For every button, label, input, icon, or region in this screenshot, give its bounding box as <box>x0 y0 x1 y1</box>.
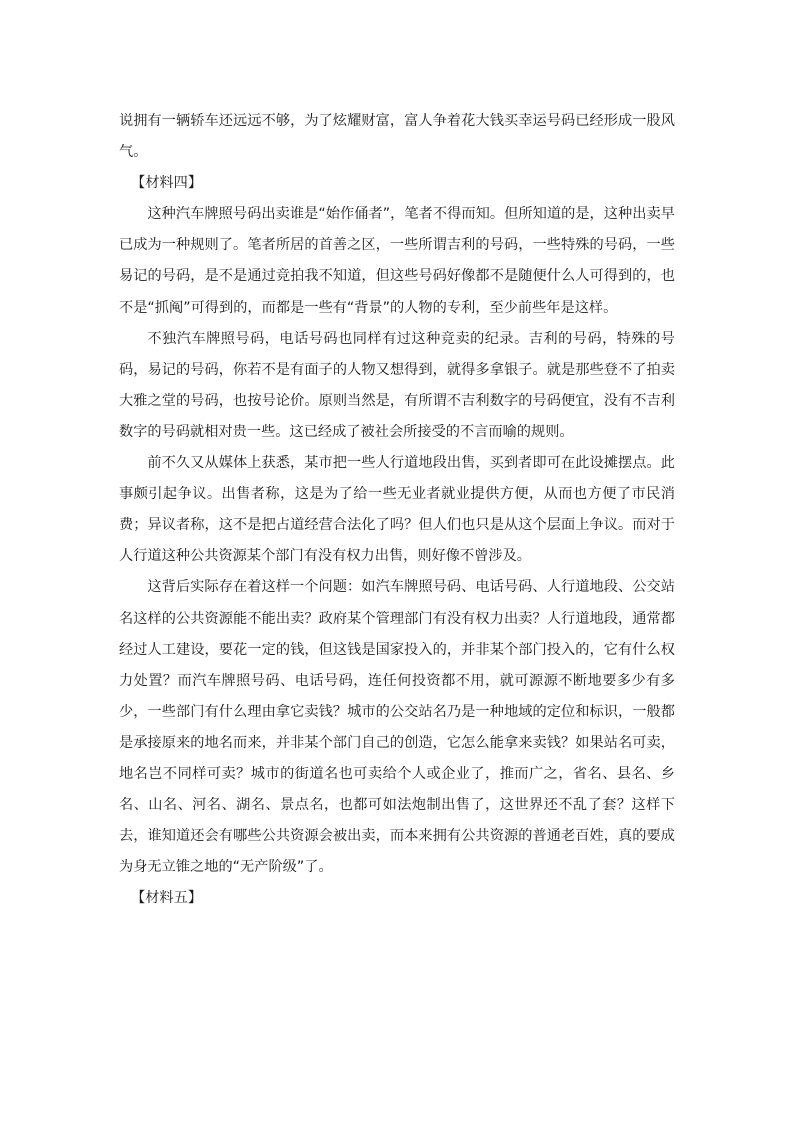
paragraph-public-resources: 这背后实际存在着这样一个问题：如汽车牌照号码、电话号码、人行道地段、公交站名这样的公共资源能不能出卖？政府某个管理部门有没有权力出卖？人行道地段，通常都经过人工建设，要花一定的钱，但这钱是国家投入的，并非某个部门投入的，它有什么权力处置？而汽车牌照号码、电话号码，连任何投资都不用，就可源源不断地要多少有多少，一些部门有什么理由拿它卖钱？城市的公交站名乃是一种地域的定位和标识，一般都是承接原来的地名而来，并非某个部门自己的创造，它怎么能拿来卖钱？如果站名可卖，地名岂不同样可卖？城市的街道名也可卖给个人或企业了，推而广之，省名、县名、乡名、山名、河名、湖名、景点名，也都可如法炮制出售了，这世界还不乱了套？这样下去，谁知道还会有哪些公共资源会被出卖，而本来拥有公共资源的普通老百姓，真的要成为身无立锥之地的“无产阶级”了。 <box>119 579 675 876</box>
paragraph-phone-number: 不独汽车牌照号码，电话号码也同样有过这种竞卖的纪录。吉利的号码，特殊的号码，易记的号码，你若不是有面子的人物又想得到，就得多拿银子。就是那些登不了拍卖大雅之堂的号码，也按号论价。原则当然是，有所谓不吉利数字的号码便宜，没有不吉利数字的号码就相对贵一些。这已经成了被社会所接受的不言而喻的规则。 <box>119 330 675 440</box>
paragraph-sidewalk: 前不久又从媒体上获悉，某市把一些人行道地段出售，买到者即可在此设摊摆点。此事颇引起争议。出售者称，这是为了给一些无业者就业提供方便，从而也方便了市民消费；异议者称，这不是把占道经营合法化了吗？但人们也只是从这个层面上争议。而对于人行道这种公共资源某个部门有没有权力出售，则好像不曾涉及。 <box>119 455 675 565</box>
document-body <box>119 106 675 914</box>
paragraph-license-plate: 这种汽车牌照号码出卖谁是“始作俑者”，笔者不得而知。但所知道的是，这种出卖早已成为一种规则了。笔者所居的首善之区，一些所谓吉利的号码，一些特殊的号码，一些易记的号码，是不是通过竞拍我不知道，但这些号码好像都不是随便什么人可得到的，也不是“抓阄”可得到的，而都是一些有“背景”的人物的专利，至少前些年是这样。 <box>119 206 675 316</box>
paragraph-continuation: 说拥有一辆轿车还远远不够，为了炫耀财富，富人争着花大钱买幸运号码已经形成一股风气。 <box>119 113 675 161</box>
section-heading-material-five: 【材料五】 <box>131 890 203 907</box>
section-heading-material-four: 【材料四】 <box>131 175 203 192</box>
